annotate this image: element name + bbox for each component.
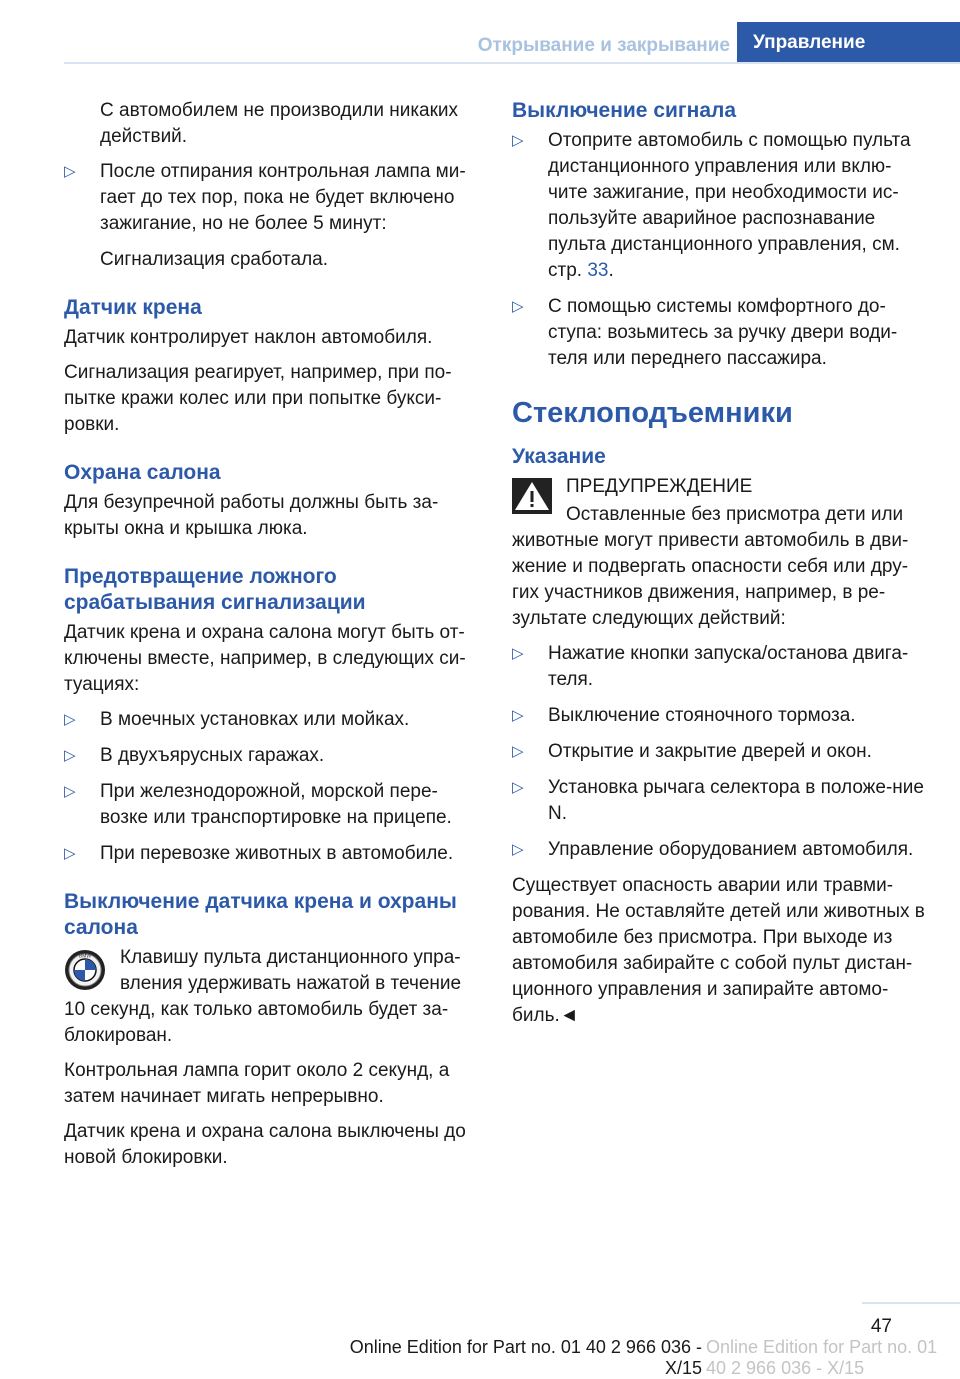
list-item	[512, 128, 926, 284]
list-item-text: Установка рычага селектора в положе-ние N.	[548, 777, 924, 824]
warning-block	[512, 474, 926, 632]
paragraph: Для безупречной работы должны быть за-крыты окна и крышка люка.	[64, 492, 439, 539]
heading-false-alarm: Предотвращение ложного срабатывания сигнализации	[64, 565, 366, 614]
paragraph: Датчик контролирует наклон автомобиля.	[64, 327, 433, 348]
paragraph: Существует опасность аварии или травми-рования. Не оставляйте детей или животных в автомобиле без присмотра. При выходе из автомобиля забирайте с собой пульт дистан-ционного управления и запирайте автомо-биль.◄	[512, 875, 925, 1026]
page-link[interactable]: 33	[587, 260, 609, 281]
edition-note: Online Edition for Part no. 01 40 2 966 036 - X/15	[349, 1337, 702, 1378]
triangle-right-icon: ▷	[64, 845, 76, 862]
list-item	[64, 743, 480, 769]
bmw-key-icon	[64, 949, 106, 991]
list-item	[64, 841, 480, 867]
list-item-text: При железнодорожной, морской пере-возке или транспортировке на прицепе.	[100, 781, 452, 828]
paragraph: С автомобилем не производили никаких действий.	[100, 100, 459, 147]
list-item	[64, 707, 480, 733]
footer-divider	[862, 1302, 960, 1304]
heading-cabin-protection: Охрана салона	[64, 461, 221, 484]
triangle-right-icon: ▷	[512, 841, 524, 858]
page-number: 47	[870, 1316, 892, 1337]
list-item-text: В моечных установках или мойках.	[100, 709, 410, 730]
list-item	[512, 703, 926, 729]
heading-disable-sensors: Выключение датчика крена и охраны салона	[64, 890, 457, 939]
list-item-text: Нажатие кнопки запуска/останова двига-теля.	[548, 643, 909, 690]
triangle-right-icon: ▷	[64, 783, 76, 800]
list-item	[512, 739, 926, 765]
list-item	[512, 837, 926, 863]
remote-block	[64, 945, 480, 1049]
triangle-right-icon: ▷	[64, 711, 76, 728]
triangle-right-icon: ▷	[512, 707, 524, 724]
warning-label: ПРЕДУПРЕЖДЕНИЕ	[566, 476, 753, 497]
warning-text: Оставленные без присмотра дети или животные могут привести автомобиль в дви-жение и подвергать опасности себя или дру-гих участников движения, например, в ре-зультате следующих действий:	[512, 504, 909, 629]
list-item-text: Открытие и закрытие дверей и окон.	[548, 741, 872, 762]
triangle-right-icon: ▷	[512, 743, 524, 760]
list-item	[512, 294, 926, 372]
triangle-right-icon: ▷	[64, 163, 76, 180]
list-item-text: С помощью системы комфортного до-ступа: возьмитесь за ручку двери води-теля или переднего пассажира.	[548, 296, 898, 369]
paragraph: Сигнализация реагирует, например, при по-пытке кражи колес или при попытке букси-ровки.	[64, 362, 452, 435]
list-item-text: Управление оборудованием автомобиля.	[548, 839, 914, 860]
svg-text:BMW: BMW	[78, 953, 92, 960]
triangle-right-icon: ▷	[512, 132, 524, 149]
triangle-right-icon: ▷	[64, 747, 76, 764]
triangle-right-icon: ▷	[512, 298, 524, 315]
heading-note: Указание	[512, 445, 606, 468]
triangle-right-icon: ▷	[512, 779, 524, 796]
right-column	[512, 98, 926, 1038]
list-item	[64, 779, 480, 831]
list-item	[512, 641, 926, 693]
watermark: Online Edition for Part no. 01 40 2 966 036 - X/15	[706, 1337, 938, 1378]
list-item-text-end: .	[608, 260, 614, 281]
paragraph: Сигнализация сработала.	[100, 249, 329, 270]
warning-triangle-icon	[512, 478, 552, 514]
list-item-text: Отоприте автомобиль с помощью пульта дистанционного управления или вклю-чите зажигание, при необходимости ис-пользуйте аварийное распознавание пульта дистанционного управления, см. стр.	[548, 130, 911, 281]
list-item-text: В двухъярусных гаражах.	[100, 745, 325, 766]
paragraph: Клавишу пульта дистанционного упра-вления удерживать нажатой в течение 10 секунд, как только автомобиль будет за-блокирован.	[64, 947, 462, 1046]
list-item-text: После отпирания контрольная лампа ми-гает до тех пор, пока не будет включено зажигание, но не более 5 минут:	[100, 161, 466, 234]
list-item	[512, 775, 926, 827]
heading-power-windows: Стеклоподъемники	[512, 397, 793, 429]
paragraph: Контрольная лампа горит около 2 секунд, а затем начинает мигать непрерывно.	[64, 1060, 450, 1107]
list-item-text: Выключение стояночного тормоза.	[548, 705, 856, 726]
list-item-text: При перевозке животных в автомобиле.	[100, 843, 454, 864]
left-column	[64, 98, 480, 1180]
paragraph: Датчик крена и охрана салона могут быть от-ключены вместе, например, в следующих си-туациях:	[64, 622, 466, 695]
triangle-right-icon: ▷	[512, 645, 524, 662]
heading-alarm-off: Выключение сигнала	[512, 99, 737, 122]
paragraph: Датчик крена и охрана салона выключены до новой блокировки.	[64, 1121, 466, 1168]
chapter-tab[interactable]: Управление	[737, 22, 960, 62]
section-title: Открывание и закрывание	[477, 35, 730, 56]
heading-tilt-sensor: Датчик крена	[64, 296, 202, 319]
list-item	[64, 159, 480, 237]
header-divider	[64, 62, 960, 64]
